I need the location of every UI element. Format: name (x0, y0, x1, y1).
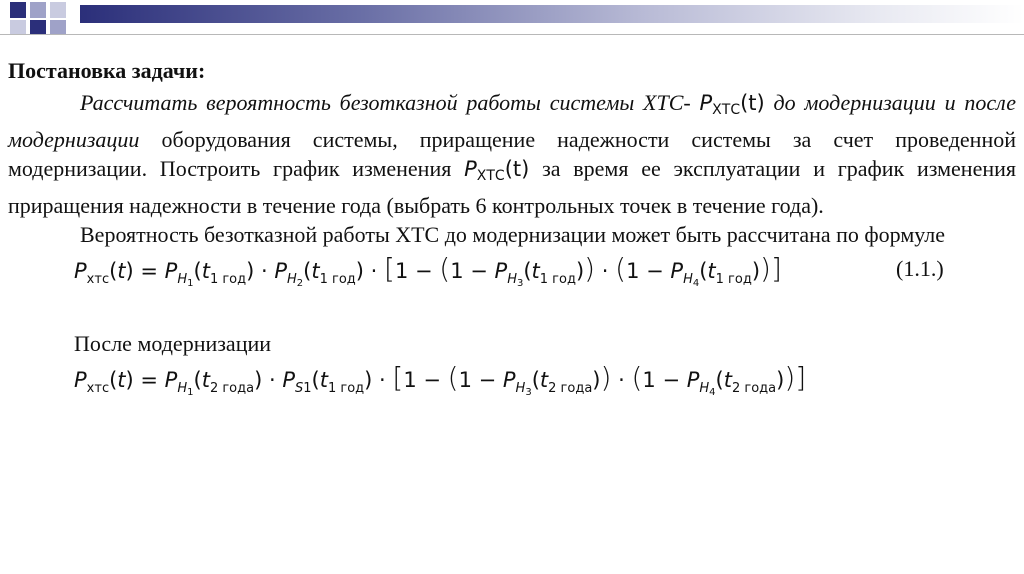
p-xtc-symbol: $P_{ХТС}(t)$ (699, 91, 765, 118)
slide-heading: Постановка задачи: (8, 58, 206, 83)
equation-number: (1.1.) (896, 256, 944, 281)
header-gradient-bar (80, 5, 1024, 23)
header-square-3 (50, 2, 66, 18)
formula-after-modernization: $P_{хтс}(t) = P_{H_1}(t_{2 года}) \cdot P_{S1}(t_{1 год}) \cdot [1 - (1 - P_{H_3}(t_{2 года})) \cdot (1 - P_{H_4}(t_{2 года}))]$ (74, 361, 807, 398)
header-divider (0, 34, 1024, 35)
after-modernization-label: После модернизации (74, 331, 272, 356)
header-square-1 (10, 2, 26, 18)
formula-before-modernization: $P_{хтс}(t) = P_{H_1}(t_{1 год}) \cdot P_{H_2}(t_{1 год}) \cdot [1 - (1 - P_{H_3}(t_{1 год})) \cdot (1 - P_{H_4}(t_{1 год}))]$ (1.1.) (8, 249, 1016, 304)
task-italic-1: Рассчитать вероятность безотказной работы системы ХТС- (80, 90, 691, 115)
p-xtc-symbol-2: $P_{ХТС}(t)$ (464, 157, 530, 184)
header-square-4 (10, 20, 26, 34)
header-square-5 (30, 20, 46, 34)
task-text-4: за время ее эксплуатации и график изменения приращения надежности в течение года (выбрать 6 контрольных точек в течение года). (8, 156, 1017, 218)
task-text-3: оборудования системы, приращение надежности системы за счет проведенной модернизации. Построить график изменения (8, 127, 1017, 181)
task-italic-2: до модернизации и после модернизации (8, 90, 1017, 152)
task-paragraph (8, 88, 1016, 220)
header-square-6 (50, 20, 66, 34)
slide-content (8, 58, 1016, 413)
formula-intro-paragraph: Вероятность безотказной работы ХТС до модернизации может быть рассчитана по формуле (80, 222, 946, 247)
header-square-2 (30, 2, 46, 18)
